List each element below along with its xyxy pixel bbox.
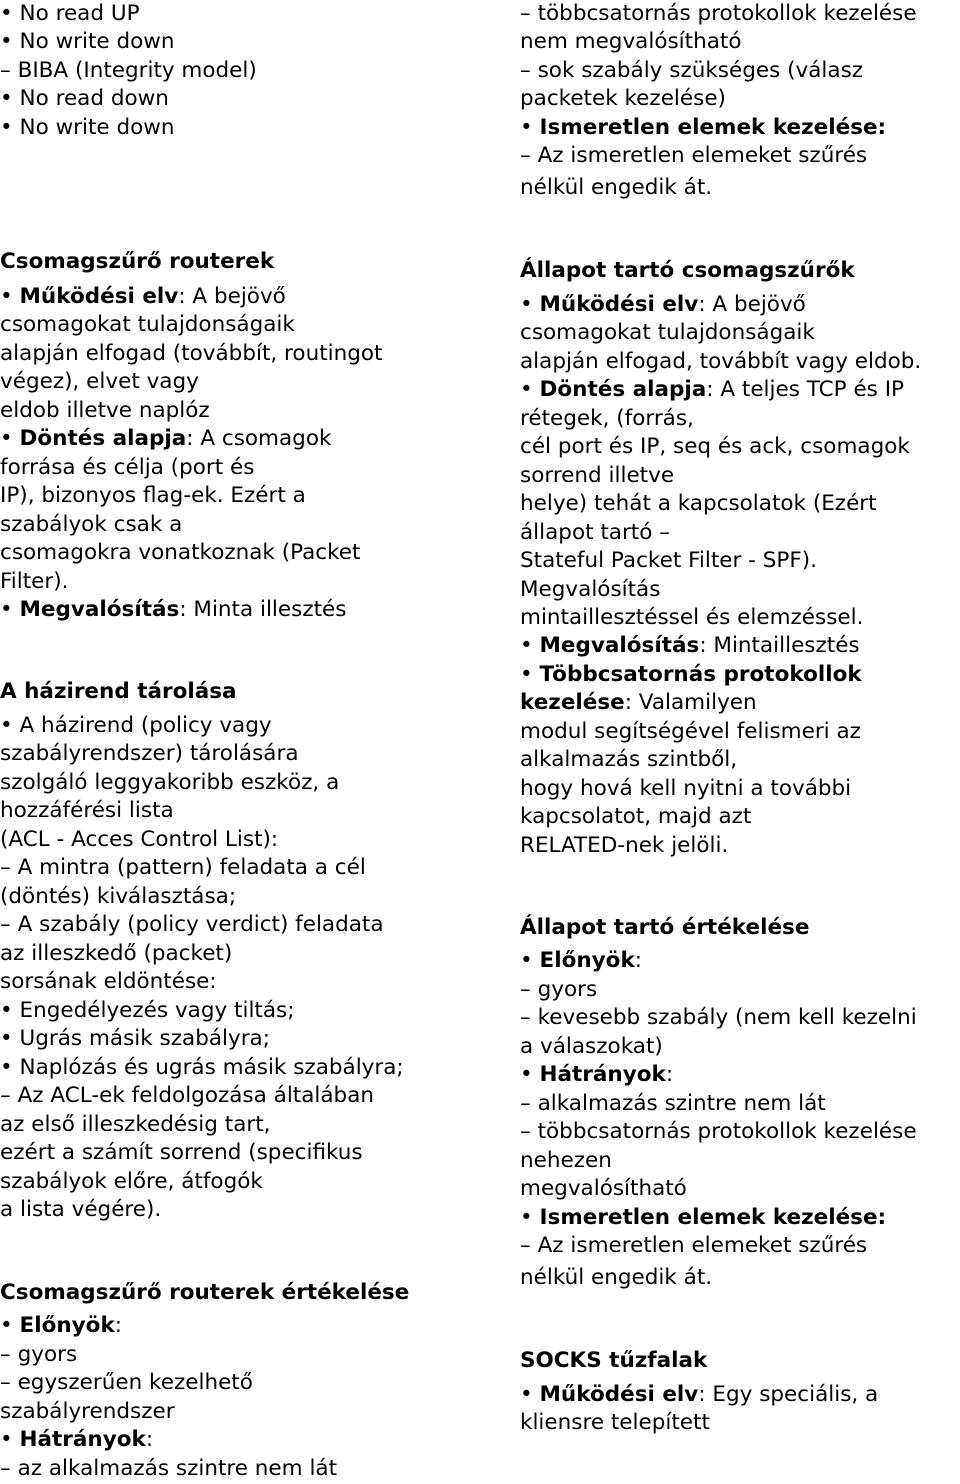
text-line: – Az ismeretlen elemeket szűrés: [520, 143, 868, 168]
text-line: rétegek, (forrás,: [520, 406, 694, 431]
text-line: nélkül engedik át.: [520, 175, 713, 200]
text-line: csomagokat tulajdonságaik: [0, 312, 295, 337]
text-line: [520, 1061, 673, 1090]
section-heading: SOCKS tűzfalak: [520, 1348, 708, 1373]
text-line: • No write down: [0, 29, 175, 54]
text-line: kapcsolatot, majd azt: [520, 804, 752, 829]
text-segment: •: [0, 1427, 20, 1452]
text-line: a lista végére).: [0, 1197, 162, 1222]
text-line: kliensre telepített: [520, 1410, 710, 1435]
text-line: hozzáférési lista: [0, 798, 174, 823]
bold-term: Megvalósítás: [539, 633, 700, 658]
text-segment: •: [0, 1313, 20, 1338]
bold-term: Ismeretlen elemek kezelése:: [539, 115, 887, 140]
text-line: [520, 661, 862, 690]
text-segment: : Egy speciális, a: [698, 1382, 879, 1407]
text-line: (döntés) kiválasztása;: [0, 884, 237, 909]
text-line: – alkalmazás szintre nem lát: [520, 1091, 826, 1116]
text-line: • Ugrás másik szabályra;: [0, 1026, 270, 1051]
section-heading: Állapot tartó értékelése: [520, 915, 810, 940]
text-segment: :: [665, 1062, 674, 1087]
text-line: – BIBA (Integrity model): [0, 58, 257, 83]
text-segment: •: [0, 284, 20, 309]
text-line: helye) tehát a kapcsolatok (Ezért: [520, 491, 877, 516]
text-segment: :: [114, 1313, 122, 1338]
section-heading: A házirend tárolása: [0, 679, 237, 704]
bold-term: kezelése: [520, 690, 625, 715]
bold-term: Működési elv: [539, 1382, 699, 1407]
text-line: sorsának eldöntése:: [0, 969, 217, 994]
text-line: forrása és célja (port és: [0, 455, 255, 480]
text-line: végez), elvet vagy: [0, 369, 199, 394]
text-line: alkalmazás szintből,: [520, 747, 738, 772]
text-line: • Naplózás és ugrás másik szabályra;: [0, 1055, 404, 1080]
text-line: nem megvalósítható: [520, 29, 742, 54]
text-segment: : A bejövő: [698, 292, 806, 317]
bold-term: Előnyök: [539, 948, 635, 973]
text-segment: •: [520, 662, 540, 687]
text-line: Stateful Packet Filter - SPF).: [520, 548, 817, 573]
text-line: szabályok csak a: [0, 512, 183, 537]
text-line: – A mintra (pattern) feladata a cél: [0, 855, 366, 880]
text-line: szabályrendszer: [0, 1399, 175, 1424]
text-line: cél port és IP, seq és ack, csomagok: [520, 434, 910, 459]
text-segment: •: [520, 1382, 540, 1407]
bold-term: Hátrányok: [539, 1062, 666, 1087]
text-line: [0, 425, 331, 454]
text-line: – Az ismeretlen elemeket szűrés: [520, 1233, 868, 1258]
text-line: [520, 376, 904, 405]
text-segment: : A bejövő: [178, 284, 286, 309]
section-heading: Állapot tartó csomagszűrők: [520, 258, 855, 283]
text-line: sorrend illetve: [520, 463, 675, 488]
text-line: – többcsatornás protokollok kezelése: [520, 1, 917, 26]
text-line: [0, 1426, 153, 1455]
bold-term: Megvalósítás: [19, 597, 180, 622]
text-line: RELATED-nek jelöli.: [520, 833, 729, 858]
text-segment: •: [0, 597, 20, 622]
text-segment: : Mintaillesztés: [699, 633, 860, 658]
text-segment: :: [145, 1427, 154, 1452]
text-line: – Az ACL-ek feldolgozása általában: [0, 1083, 374, 1108]
text-line: hogy hová kell nyitni a további: [520, 776, 852, 801]
text-line: szolgáló leggyakoribb eszköz, a: [0, 770, 340, 795]
text-line: • A házirend (policy vagy: [0, 713, 272, 738]
text-segment: : Valamilyen: [624, 690, 757, 715]
text-line: [520, 1381, 878, 1410]
text-line: [520, 947, 642, 976]
text-line: – A szabály (policy verdict) feladata: [0, 912, 384, 937]
text-line: [0, 596, 346, 625]
text-segment: : A csomagok: [186, 426, 332, 451]
text-line: – kevesebb szabály (nem kell kezelni: [520, 1005, 917, 1030]
text-line: – többcsatornás protokollok kezelése: [520, 1119, 917, 1144]
text-line: • No read down: [0, 86, 169, 111]
text-segment: •: [0, 426, 20, 451]
bold-term: Hátrányok: [19, 1427, 146, 1452]
text-segment: •: [520, 377, 540, 402]
bold-term: Ismeretlen elemek kezelése:: [539, 1205, 887, 1230]
text-line: csomagokat tulajdonságaik: [520, 320, 815, 345]
text-line: • No write down: [0, 115, 175, 140]
text-line: szabályrendszer) tárolására: [0, 741, 299, 766]
text-line: a válaszokat): [520, 1034, 663, 1059]
text-line: packetek kezelése): [520, 86, 726, 111]
text-segment: : Minta illesztés: [179, 597, 347, 622]
text-line: modul segítségével felismeri az: [520, 719, 861, 744]
text-line: Filter).: [0, 569, 69, 594]
text-line: szabályok előre, átfogók: [0, 1169, 263, 1194]
text-segment: •: [520, 633, 540, 658]
text-line: Megvalósítás: [520, 577, 661, 602]
bold-term: Működési elv: [19, 284, 179, 309]
text-line: IP), bizonyos flag-ek. Ezért a: [0, 483, 306, 508]
text-line: – az alkalmazás szintre nem lát: [0, 1456, 338, 1481]
text-line: [520, 291, 806, 320]
text-segment: •: [520, 948, 540, 973]
text-line: • Engedélyezés vagy tiltás;: [0, 998, 295, 1023]
bold-term: Döntés alapja: [539, 377, 707, 402]
text-line: [0, 1312, 122, 1341]
text-segment: •: [520, 1062, 540, 1087]
text-line: [520, 632, 860, 661]
text-line: alapján elfogad (továbbít, routingot: [0, 341, 383, 366]
text-line: az illeszkedő (packet): [0, 941, 233, 966]
text-line: eldob illetve naplóz: [0, 398, 210, 423]
text-line: (ACL - Acces Control List):: [0, 827, 279, 852]
section-heading: Csomagszűrő routerek értékelése: [0, 1280, 410, 1305]
text-line: mintaillesztéssel és elemzéssel.: [520, 605, 864, 630]
text-line: megvalósítható: [520, 1176, 687, 1201]
text-line: az első illeszkedésig tart,: [0, 1112, 271, 1137]
text-segment: •: [520, 115, 540, 140]
text-line: csomagokra vonatkoznak (Packet: [0, 540, 361, 565]
text-line: – gyors: [0, 1342, 78, 1367]
bold-term: Előnyök: [19, 1313, 115, 1338]
text-line: ezért a számít sorrend (specifikus: [0, 1140, 363, 1165]
text-segment: :: [634, 948, 642, 973]
text-line: alapján elfogad, továbbít vagy eldob.: [520, 349, 922, 374]
text-segment: •: [520, 292, 540, 317]
text-line: – sok szabály szükséges (válasz: [520, 58, 864, 83]
section-heading: Csomagszűrő routerek: [0, 249, 275, 274]
text-line: nehezen: [520, 1148, 612, 1173]
text-line: [0, 283, 286, 312]
text-line: állapot tartó –: [520, 520, 670, 545]
text-line: – egyszerűen kezelhető: [0, 1370, 253, 1395]
bold-term: Működési elv: [539, 292, 699, 317]
text-segment: : A teljes TCP és IP: [706, 377, 905, 402]
text-line: nélkül engedik át.: [520, 1265, 713, 1290]
bold-term: Döntés alapja: [19, 426, 187, 451]
bold-term: Többcsatornás protokollok: [539, 662, 862, 687]
text-line: – gyors: [520, 977, 598, 1002]
text-line: [520, 1204, 886, 1233]
text-segment: •: [520, 1205, 540, 1230]
text-line: [520, 689, 757, 718]
text-line: • No read UP: [0, 1, 140, 26]
text-line: [520, 114, 886, 143]
